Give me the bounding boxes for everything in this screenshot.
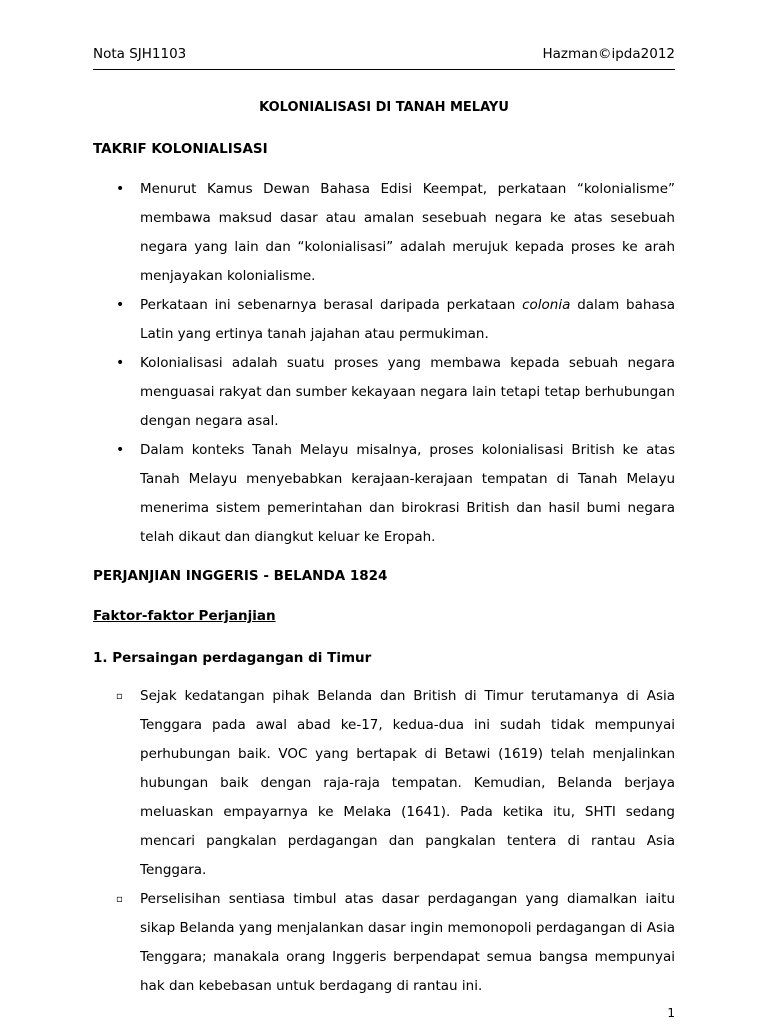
- list-item: [116, 682, 675, 885]
- square-bullet-icon: ▫: [116, 894, 123, 905]
- subheading-faktor: Faktor-faktor Perjanjian: [93, 608, 276, 624]
- section-heading-takrif: TAKRIF KOLONIALISASI: [93, 141, 268, 157]
- bullet-dot-icon: •: [116, 442, 125, 458]
- list-item-text: Sejak kedatangan pihak Belanda dan British di Timur terutamanya di Asia Tenggara pada awal abad ke-17, kedua-dua ini sudah tidak mempunyai perhubungan baik. VOC yang bertapak di Betawi (1619) telah menjalinkan hubungan baik dengan raja-raja tempatan. Kemudian, Belanda berjaya meluaskan empayarnya ke Melaka (1641). Pada ketika itu, SHTI sedang mencari pangkalan perdagangan dan pangkalan tentera di rantau Asia Tenggara.: [140, 688, 675, 878]
- bullet-dot-icon: •: [116, 181, 125, 197]
- square-bullet-icon: ▫: [116, 691, 123, 702]
- page-number: 1: [667, 1006, 675, 1020]
- list-item: [116, 885, 675, 1001]
- point-heading: 1. Persaingan perdagangan di Timur: [93, 650, 372, 666]
- list-item-text-after: dalam bahasa Latin yang ertinya tanah jajahan atau permukiman.: [140, 297, 676, 342]
- list-item: [116, 436, 675, 552]
- list-item-text-before: Perkataan ini sebenarnya berasal daripada perkataan: [140, 297, 523, 313]
- section-heading-perjanjian: PERJANJIAN INGGERIS - BELANDA 1824: [93, 568, 388, 584]
- list-item: [116, 291, 676, 349]
- bullet-dot-icon: •: [116, 355, 125, 371]
- header-divider: [93, 69, 675, 70]
- list-item-text: Perselisihan sentiasa timbul atas dasar perdagangan yang diamalkan iaitu sikap Belanda yang menjalankan dasar ingin memonopoli perdagangan di Asia Tenggara; manakala orang Inggeris berpendapat semua bangsa mempunyai hak dan kebebasan untuk berdagang di rantau ini.: [140, 891, 675, 994]
- bullet-dot-icon: •: [116, 297, 125, 313]
- list-item-text: Menurut Kamus Dewan Bahasa Edisi Keempat, perkataan “kolonialisme” membawa maksud dasar atau amalan sesebuah negara ke atas sesebuah negara yang lain dan “kolonialisasi” adalah merujuk kepada proses ke arah menjayakan kolonialisme.: [140, 181, 675, 284]
- list-item-text: Kolonialisasi adalah suatu proses yang membawa kepada sebuah negara menguasai rakyat dan sumber kekayaan negara lain tetapi tetap berhubungan dengan negara asal.: [140, 355, 675, 429]
- list-item-italic-term: colonia: [522, 297, 571, 313]
- header-course-code: Nota SJH1103: [93, 46, 187, 62]
- document-title: KOLONIALISASI DI TANAH MELAYU: [259, 100, 509, 115]
- takrif-list: [116, 175, 676, 552]
- list-item: [116, 175, 675, 291]
- list-item: [116, 349, 675, 436]
- faktor-list: [116, 682, 675, 1001]
- header-author: Hazman©ipda2012: [542, 46, 675, 62]
- list-item-text: Dalam konteks Tanah Melayu misalnya, proses kolonialisasi British ke atas Tanah Melayu menyebabkan kerajaan-kerajaan tempatan di Tanah Melayu menerima sistem pemerintahan dan birokrasi British dan hasil bumi negara telah dikaut dan diangkut keluar ke Eropah.: [140, 442, 675, 545]
- page-header: [93, 46, 675, 64]
